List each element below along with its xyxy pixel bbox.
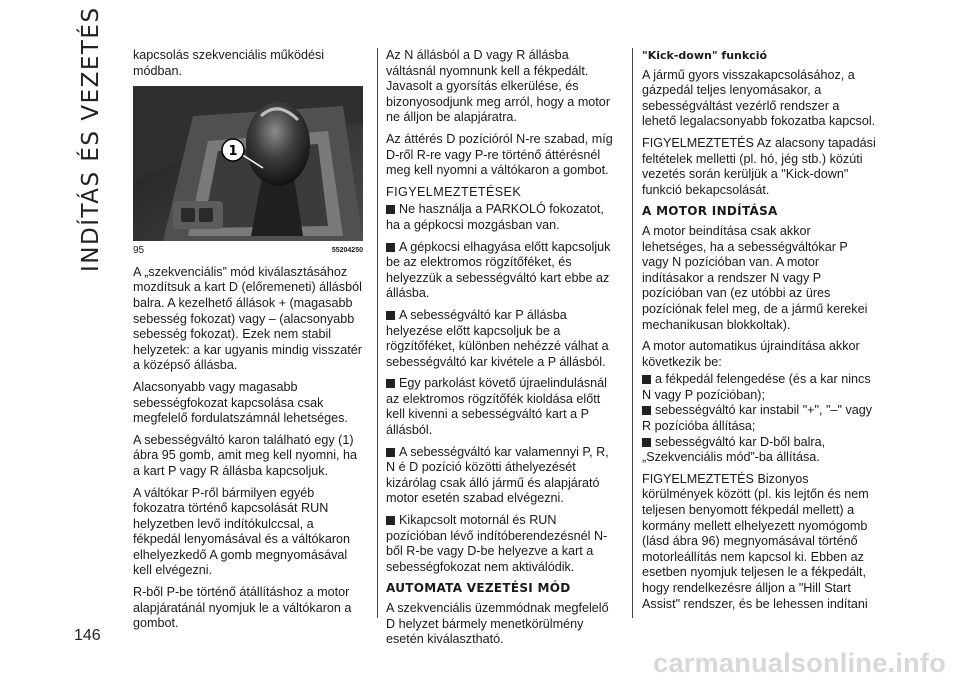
- warning-item: A gépkocsi elhagyása előtt kapcsoljuk be az elektromos rögzítőféket, és helyezzük a sebességváltó kart ebbe az állásba.: [386, 239, 611, 301]
- paragraph: R-ből P-be történő átállításhoz a motor alapjáratánál nyomjuk le a váltókaron a gombot.: [133, 585, 352, 631]
- bullet-icon: [642, 406, 651, 415]
- figure-number: 95: [133, 245, 145, 257]
- paragraph: A motor beindítása csak akkor lehetséges, ha a sebességváltókar P vagy N pozícióban van. A motor indításakor a rendszer N vagy P pozícióban van (ez utóbbi az üres pozíciónak felel meg, de a jármű kerekei mechanikusan blokkoltak).: [642, 223, 868, 332]
- condition-item: sebességváltó kar instabil "+", "–" vagy R pozícióba állítása;: [642, 403, 873, 434]
- paragraph: A jármű gyors visszakapcsolásához, a gázpedál teljes lenyomásakor, a sebességváltást vezérlő rendszer a lehető legalacsonyabb fokozatba kapcsol.: [642, 67, 876, 129]
- warning-paragraph: FIGYELMEZTETÉS Az alacsony tapadási feltételek melletti (pl. hó, jég stb.) közúti vezetés során kerüljük a "Kick-down" funkció bekapcsolását.: [642, 135, 876, 197]
- chapter-title: INDÍTÁS ÉS VEZETÉS: [78, 6, 104, 272]
- paragraph: A sebességváltó karon található egy (1) ábra 95 gomb, amit meg kell nyomni, ha a kart P vagy R állásba kapcsoljuk.: [133, 432, 358, 478]
- column-divider: [377, 48, 378, 618]
- paragraph: Az áttérés D pozícióról N-re szabad, míg D-ről R-re vagy P-re történő áttérésnél meg kell nyomni a váltókaron a gombot.: [386, 131, 613, 178]
- warning-paragraph: FIGYELMEZTETÉS Bizonyos körülmények között (pl. kis lejtőn és nem teljesen benyomott fékpedál mellett) a kormány mellett elhelyezett nyomógomb (lásd ábra 96) megnyomásával történő motorleállítás nem kapcsol ki. Ebben az esetben nyomjuk teljesen le a fékpedált, hogy rendelkezésre álljon a "Hill Start Assist" rendszer, és be lehessen indítani: [642, 471, 869, 611]
- figure-code: 55204250: [331, 247, 363, 255]
- condition-item: a fékpedál felengedése (és a kar nincs N vagy P pozícióban);: [642, 372, 871, 402]
- paragraph: Az N állásból a D vagy R állásba váltásnál nyomnunk kell a fékpedált. Javasolt a gyorsítás elkerülése, és bizonyosodjunk meg arról, hogy a motor ne álljon be alapjáratra.: [386, 48, 611, 125]
- column-3: [642, 48, 877, 618]
- column-divider: [632, 48, 633, 618]
- warning-bullet-icon: [386, 243, 395, 252]
- paragraph: A motor automatikus újraindítása akkor következik be:: [642, 339, 860, 369]
- warning-item: A sebességváltó kar valamennyi P, R, N é D pozíció közötti áthelyezését kizárólag csak álló jármű és alapjárató motor esetén szabad elvégezni.: [386, 444, 609, 506]
- paragraph: A „szekvenciális” mód kiválasztásához mozdítsuk a kart D (előremeneti) állásból balra. A kezelhető állások + (magasabb sebesség fokozat) vagy – (alacsonyabb sebesség fokozat). Ezek nem stabil helyzetek: a kar ugyanis mindig visszatér a középső állásba.: [133, 264, 362, 373]
- gear-lever-photo: [133, 86, 363, 241]
- warning-bullet-icon: [386, 448, 395, 457]
- paragraph: A váltókar P-ről bármilyen egyéb fokozatra történő kapcsolását RUN helyzetben levő indítókulccsal, a fékpedál lenyomásával és a váltókaron elhelyezkedő A gomb megnyomásával kell elvégezni.: [133, 485, 351, 578]
- intro-text: kapcsolás szekvenciális működési módban.: [133, 48, 325, 78]
- section-heading: A MOTOR INDÍTÁSA: [642, 204, 778, 219]
- warning-item: Kikapcsolt motornál és RUN pozícióban lévő indítóberendezésnél N-ből R-be vagy D-be helyezve a kart a sebességfokozat nem aktiválódik.: [386, 513, 608, 574]
- section-heading: AUTOMATA VEZETÉSI MÓD: [386, 581, 571, 596]
- gear-lever-figure: [133, 86, 363, 241]
- column-2: [386, 48, 618, 654]
- paragraph: Alacsonyabb vagy magasabb sebességfokozat kapcsolása csak megfelelő fordulatszámnál lehetséges.: [133, 379, 348, 426]
- bullet-icon: [642, 375, 651, 384]
- warnings-heading: FIGYELMEZTETÉSEK: [386, 184, 522, 199]
- figure-caption: [133, 243, 363, 259]
- warning-item: A sebességváltó kar P állásba helyezése előtt kapcsoljuk be a rögzítőféket, különben nehézzé válhat a sebességváltó kar kivétele a P állásból.: [386, 307, 609, 369]
- bullet-icon: [642, 438, 651, 447]
- paragraph: A szekvenciális üzemmódnak megfelelő D helyzet bármely menetkörülmény esetén kiválasztható.: [386, 601, 609, 647]
- condition-item: sebességváltó kar D-ből balra, „Szekvenciális mód”-ba állítása.: [642, 434, 826, 465]
- subsection-heading: "Kick-down" funkció: [642, 49, 768, 62]
- watermark: carmanualsonline.info: [653, 648, 946, 678]
- column-1: [133, 48, 363, 638]
- warning-bullet-icon: [386, 516, 395, 525]
- warning-bullet-icon: [386, 311, 395, 320]
- page-number: 146: [74, 627, 101, 644]
- warning-item: Ne használja a PARKOLÓ fokozatot, ha a gépkocsi mozgásban van.: [386, 202, 604, 232]
- figure-callout: 1: [228, 144, 238, 160]
- warning-bullet-icon: [386, 205, 395, 214]
- warning-bullet-icon: [386, 379, 395, 388]
- warning-item: Egy parkolást követő újraelindulásnál az elektromos rögzítőfék kioldása előtt kell kivenni a sebességváltó kart a P állásból.: [386, 376, 607, 438]
